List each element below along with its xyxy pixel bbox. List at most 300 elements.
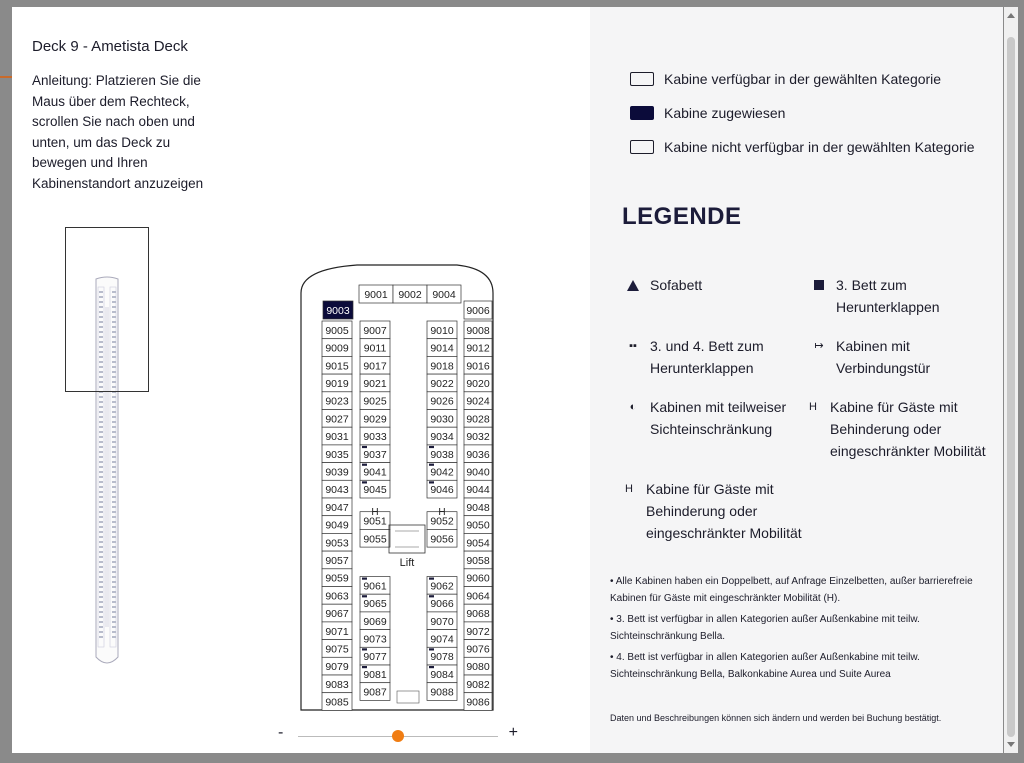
legend-item-label: Sofabett — [650, 277, 703, 293]
minimap-cabin-mark — [112, 601, 116, 603]
cabin-9058[interactable] — [464, 551, 492, 569]
minimap-cabin-mark — [112, 596, 116, 598]
cabin-9043[interactable] — [322, 480, 352, 498]
cabin-9028[interactable] — [464, 410, 492, 428]
cabin-number: 9088 — [430, 686, 454, 699]
cabin-9044[interactable] — [464, 480, 492, 498]
cabin-number: 9019 — [325, 377, 349, 390]
minimap-cabin-mark — [99, 466, 103, 468]
cabin-number: 9060 — [466, 572, 490, 585]
status-available — [630, 71, 941, 87]
cabin-9069[interactable] — [360, 612, 390, 630]
cabin-number: 9056 — [430, 533, 454, 546]
cabin-9023[interactable] — [322, 392, 352, 410]
minimap-cabin-mark — [99, 496, 103, 498]
minimap-cabin-mark — [112, 496, 116, 498]
bed-marker — [362, 481, 367, 483]
legend-item-label: 3. und 4. Bett zum Herunterklappen — [650, 338, 764, 376]
half-circle-icon: ◐ — [629, 401, 637, 413]
lift-label: Lift — [399, 557, 415, 569]
cabin-9072[interactable] — [464, 622, 492, 640]
minimap-cabin-mark — [112, 531, 116, 533]
cabin-9083[interactable] — [322, 675, 352, 693]
cabin-number: 9002 — [398, 289, 422, 301]
cabin-number: 9054 — [466, 537, 490, 550]
cabin-number: 9086 — [466, 696, 490, 709]
legend-item-obstructed-view — [624, 396, 804, 440]
cabin-9012[interactable] — [464, 339, 492, 357]
cabin-number: 9087 — [363, 686, 387, 699]
cabin-number: 9035 — [325, 448, 349, 461]
minimap-cabin-mark — [99, 551, 103, 553]
cabin-number: 9034 — [430, 431, 454, 444]
minimap-cabin-mark — [112, 616, 116, 618]
minimap-cabin-mark — [112, 501, 116, 503]
cabin-9067[interactable] — [322, 604, 352, 622]
zoom-slider[interactable] — [278, 726, 518, 746]
cabin-9022[interactable] — [427, 374, 457, 392]
cabin-number: 9001 — [364, 289, 388, 301]
cabin-9059[interactable] — [322, 569, 352, 587]
cabin-9011[interactable] — [360, 339, 390, 357]
bed-marker — [362, 446, 367, 448]
minimap-cabin-mark — [99, 561, 103, 563]
cabin-number: 9040 — [466, 466, 490, 479]
minimap-cabin-mark — [112, 441, 116, 443]
cabin-9053[interactable] — [322, 533, 352, 551]
minimap-cabin-mark — [112, 586, 116, 588]
legend-item-sofabed — [624, 274, 794, 296]
legend-panel — [590, 7, 1003, 753]
minimap-cabin-mark — [99, 461, 103, 463]
cabin-number: 9037 — [363, 448, 387, 461]
minimap-cabin-mark — [99, 546, 103, 548]
cabin-number: 9017 — [363, 360, 387, 373]
cabin-number: 9065 — [363, 598, 387, 611]
minimap-cabin-mark — [99, 511, 103, 513]
cabin-number: 9063 — [325, 590, 349, 603]
cabin-9026[interactable] — [427, 392, 457, 410]
cabin-number: 9068 — [466, 608, 490, 621]
minimap-cabin-mark — [112, 451, 116, 453]
cabin-9076[interactable] — [464, 640, 492, 658]
cabin-number: 9008 — [466, 324, 490, 337]
minimap-cabin-mark — [99, 581, 103, 583]
minimap-cabin-mark — [112, 476, 116, 478]
zoom-out-button[interactable]: - — [278, 724, 284, 741]
minimap-cabin-mark — [99, 501, 103, 503]
cabin-number: 9070 — [430, 615, 454, 628]
minimap-cabin-mark — [112, 486, 116, 488]
minimap-cabin-mark — [112, 471, 116, 473]
minimap-cabin-mark — [99, 506, 103, 508]
cabin-number: 9009 — [325, 342, 349, 355]
minimap-cabin-mark — [99, 426, 103, 428]
cabin-9070[interactable] — [427, 612, 457, 630]
legend-item-accessible — [804, 396, 994, 462]
minimap-cabin-mark — [112, 401, 116, 403]
cabin-number: 9051 — [363, 515, 387, 528]
minimap-cabin-mark — [99, 421, 103, 423]
cabin-9060[interactable] — [464, 569, 492, 587]
cabin-9068[interactable] — [464, 604, 492, 622]
cabin-9040[interactable] — [464, 463, 492, 481]
cabin-9007[interactable] — [360, 321, 390, 339]
cabin-9036[interactable] — [464, 445, 492, 463]
cabin-9075[interactable] — [322, 640, 352, 658]
cabin-9001[interactable] — [359, 285, 393, 303]
cabin-number: 9047 — [325, 501, 349, 514]
cabin-9017[interactable] — [360, 356, 390, 374]
unavailable-swatch — [630, 140, 654, 154]
cabin-9054[interactable] — [464, 533, 492, 551]
cabin-number: 9072 — [466, 625, 490, 638]
cabin-number: 9066 — [430, 598, 454, 611]
cabin-number: 9062 — [430, 580, 454, 593]
cabin-9085[interactable] — [322, 693, 352, 711]
deck-title: Deck 9 - Ametista Deck — [32, 38, 188, 55]
minimap-cabin-mark — [99, 401, 103, 403]
cabin-number: 9006 — [466, 305, 490, 317]
cabin-number: 9024 — [466, 395, 490, 408]
disclaimer-text: Daten und Beschreibungen können sich ändern und werden bei Buchung bestätigt. — [610, 713, 942, 723]
zoom-in-button[interactable]: + — [508, 724, 518, 741]
cabin-number: 9053 — [325, 537, 349, 550]
minimap-cabin-mark — [112, 556, 116, 558]
cabin-9010[interactable] — [427, 321, 457, 339]
cabin-9018[interactable] — [427, 356, 457, 374]
connecting-door-icon: ↦ — [814, 340, 824, 352]
minimap-cabin-mark — [112, 431, 116, 433]
minimap-cabin-mark — [112, 546, 116, 548]
bed-marker — [429, 446, 434, 448]
cabin-9005[interactable] — [322, 321, 352, 339]
minimap-cabin-mark — [99, 491, 103, 493]
bed-marker — [362, 464, 367, 466]
cabin-9029[interactable] — [360, 410, 390, 428]
cabin-number: 9003 — [326, 305, 350, 317]
cabin-number: 9052 — [430, 515, 454, 528]
cabin-number: 9049 — [325, 519, 349, 532]
cabin-9055[interactable] — [360, 529, 390, 547]
cabin-9009[interactable] — [322, 339, 352, 357]
minimap-cabin-mark — [112, 571, 116, 573]
minimap-cabin-mark — [112, 606, 116, 608]
cabin-9049[interactable] — [322, 516, 352, 534]
cabin-9019[interactable] — [322, 374, 352, 392]
accessible-h-icon: H — [438, 507, 446, 518]
legend-title: LEGENDE — [622, 203, 742, 230]
cabin-number: 9018 — [430, 360, 454, 373]
bed-marker — [362, 578, 367, 580]
cabin-number: 9078 — [430, 651, 454, 664]
cabin-number: 9033 — [363, 431, 387, 444]
minimap-cabin-mark — [112, 466, 116, 468]
cabin-number: 9081 — [363, 668, 387, 681]
deck-plan-modal — [12, 7, 1003, 753]
cabin-number: 9041 — [363, 466, 387, 479]
minimap-cabin-mark — [112, 426, 116, 428]
bed-marker — [429, 464, 434, 466]
cabin-number: 9077 — [363, 651, 387, 664]
minimap-cabin-mark — [112, 626, 116, 628]
cabin-9003[interactable] — [323, 301, 353, 319]
cabin-number: 9036 — [466, 448, 490, 461]
minimap-cabin-mark — [99, 456, 103, 458]
cabin-number: 9045 — [363, 484, 387, 497]
minimap-cabin-mark — [99, 396, 103, 398]
note-item: • 4. Bett ist verfügbar in allen Kategorien außer Außenkabine mit teilw. Sichteinschränkung Bella, Balkonkabine Aurea und Suite Aurea — [610, 652, 920, 680]
minimap-cabin-mark — [112, 576, 116, 578]
minimap-cabin-mark — [99, 576, 103, 578]
cabin-number: 9080 — [466, 661, 490, 674]
bed-marker — [429, 481, 434, 483]
status-assigned — [630, 105, 785, 121]
bed-marker — [429, 666, 434, 668]
backdrop-accent — [0, 76, 12, 78]
instructions-text: Anleitung: Platzieren Sie die Maus über dem Rechteck, scrollen Sie nach oben und unten, um das Deck zu bewegen und Ihren Kabinenstandort anzuzeigen — [32, 73, 204, 191]
cabin-number: 9005 — [325, 324, 349, 337]
cabin-9071[interactable] — [322, 622, 352, 640]
minimap-cabin-mark — [99, 566, 103, 568]
scrollbar-thumb[interactable] — [1007, 37, 1015, 737]
cabin-number: 9022 — [430, 377, 454, 390]
zoom-thumb[interactable] — [392, 730, 404, 742]
cabin-9048[interactable] — [464, 498, 492, 516]
cabin-9015[interactable] — [322, 356, 352, 374]
cabin-9032[interactable] — [464, 427, 492, 445]
minimap-cabin-mark — [99, 531, 103, 533]
scroll-down-arrow-icon[interactable] — [1007, 742, 1015, 747]
cabin-9056[interactable] — [427, 529, 457, 547]
minimap-cabin-mark — [99, 526, 103, 528]
modal-scrollbar[interactable] — [1004, 7, 1018, 753]
bed-marker — [362, 595, 367, 597]
notes — [610, 573, 980, 687]
minimap-cabin-mark — [99, 536, 103, 538]
minimap-cabin-mark — [99, 616, 103, 618]
cabin-number: 9050 — [466, 519, 490, 532]
deck-plan-detail — [297, 263, 497, 713]
minimap-cabin-mark — [99, 451, 103, 453]
status-assigned-label: Kabine zugewiesen — [664, 105, 786, 121]
legend-item-label: Kabinen mit teilweiser Sichteinschränkung — [650, 399, 787, 437]
cabin-number: 9055 — [363, 533, 387, 546]
deck-plan-panel — [12, 7, 590, 753]
bed-marker — [362, 648, 367, 650]
cabin-9034[interactable] — [427, 427, 457, 445]
cabin-9027[interactable] — [322, 410, 352, 428]
cabin-number: 9031 — [325, 431, 349, 444]
cabin-9088[interactable] — [427, 683, 457, 701]
minimap-cabin-mark — [99, 636, 103, 638]
status-available-label: Kabine verfügbar in der gewählten Kategorie — [664, 71, 942, 87]
cabin-number: 9026 — [430, 395, 454, 408]
cabin-number: 9079 — [325, 661, 349, 674]
minimap-viewport-rect[interactable] — [65, 227, 149, 392]
cabin-number: 9028 — [466, 413, 490, 426]
minimap-cabin-mark — [99, 431, 103, 433]
minimap-cabin-mark — [112, 551, 116, 553]
minimap-cabin-mark — [99, 591, 103, 593]
minimap-cabin-mark — [112, 481, 116, 483]
cabin-number: 9023 — [325, 395, 349, 408]
cabin-number: 9059 — [325, 572, 349, 585]
cabin-number: 9061 — [363, 580, 387, 593]
cabin-number: 9014 — [430, 342, 454, 355]
cabin-9082[interactable] — [464, 675, 492, 693]
cabin-number: 9012 — [466, 342, 490, 355]
minimap-cabin-mark — [112, 631, 116, 633]
minimap-cabin-mark — [112, 421, 116, 423]
minimap-cabin-mark — [112, 411, 116, 413]
cabin-number: 9082 — [466, 678, 490, 691]
cabin-9016[interactable] — [464, 356, 492, 374]
cabin-number: 9075 — [325, 643, 349, 656]
third-bed-square-icon — [810, 274, 828, 296]
status-unavailable-label: Kabine nicht verfügbar in der gewählten Kategorie — [664, 139, 975, 155]
cabin-number: 9083 — [325, 678, 349, 691]
cabin-number: 9046 — [430, 484, 454, 497]
cabin-9050[interactable] — [464, 516, 492, 534]
minimap-cabin-mark — [99, 476, 103, 478]
cabin-number: 9084 — [430, 668, 454, 681]
cabin-number: 9010 — [430, 324, 454, 337]
minimap-cabin-mark — [99, 471, 103, 473]
note-item: • Alle Kabinen haben ein Doppelbett, auf Anfrage Einzelbetten, außer barrierefreie Kabinen für Gäste mit eingeschränkter Mobilität (H). — [610, 576, 973, 604]
cabin-9057[interactable] — [322, 551, 352, 569]
cabin-9025[interactable] — [360, 392, 390, 410]
cabin-9039[interactable] — [322, 463, 352, 481]
minimap-cabin-mark — [99, 621, 103, 623]
cabin-9033[interactable] — [360, 427, 390, 445]
cabin-number: 9048 — [466, 501, 490, 514]
cabin-9024[interactable] — [464, 392, 492, 410]
cabin-9063[interactable] — [322, 587, 352, 605]
cabin-number: 9027 — [325, 413, 349, 426]
cabin-number: 9007 — [363, 324, 387, 337]
minimap-cabin-mark — [99, 606, 103, 608]
cabin-9004[interactable] — [427, 285, 461, 303]
cabin-9074[interactable] — [427, 630, 457, 648]
cabin-number: 9043 — [325, 484, 349, 497]
minimap-cabin-mark — [99, 406, 103, 408]
cabin-number: 9074 — [430, 633, 454, 646]
minimap-cabin-mark — [112, 436, 116, 438]
accessible-h-icon: H — [625, 483, 633, 495]
cabin-number: 9016 — [466, 360, 490, 373]
minimap-cabin-mark — [112, 636, 116, 638]
legend-item-label: 3. Bett zum Herunterklappen — [836, 277, 940, 315]
minimap-cabin-mark — [112, 526, 116, 528]
cabin-9079[interactable] — [322, 657, 352, 675]
cabin-number: 9032 — [466, 431, 490, 444]
bed-marker — [362, 666, 367, 668]
sofabed-triangle-icon — [624, 274, 642, 296]
legend-item-third-bed — [810, 274, 980, 318]
cabin-9035[interactable] — [322, 445, 352, 463]
cabin-number: 9021 — [363, 377, 387, 390]
cabin-9080[interactable] — [464, 657, 492, 675]
cabin-number: 9011 — [363, 342, 387, 355]
cabin-number: 9064 — [466, 590, 490, 603]
cabin-number: 9085 — [325, 696, 349, 709]
cabin-number: 9057 — [325, 554, 349, 567]
minimap-cabin-mark — [99, 631, 103, 633]
cabin-9064[interactable] — [464, 587, 492, 605]
minimap-cabin-mark — [99, 446, 103, 448]
legend-item-connecting-door — [810, 335, 980, 379]
legend-item-label: Kabine für Gäste mit Behinderung oder eingeschränkter Mobilität — [646, 481, 802, 541]
accessible-h-icon: H — [809, 401, 817, 413]
scroll-up-arrow-icon[interactable] — [1007, 13, 1015, 18]
cabin-9047[interactable] — [322, 498, 352, 516]
cabin-9030[interactable] — [427, 410, 457, 428]
note-item: • 3. Bett ist verfügbar in allen Kategorien außer Außenkabine mit teilw. Sichteinschränkung Bella. — [610, 614, 920, 642]
cabin-9087[interactable] — [360, 683, 390, 701]
minimap-cabin-mark — [112, 621, 116, 623]
minimap-cabin-mark — [99, 481, 103, 483]
minimap-cabin-mark — [99, 571, 103, 573]
minimap-cabin-mark — [99, 541, 103, 543]
minimap-cabin-mark — [112, 446, 116, 448]
cabin-9073[interactable] — [360, 630, 390, 648]
minimap-cabin-mark — [112, 541, 116, 543]
cabin-number: 9076 — [466, 643, 490, 656]
minimap-cabin-mark — [99, 416, 103, 418]
cabin-9008[interactable] — [464, 321, 492, 339]
minimap-cabin-mark — [112, 406, 116, 408]
minimap-cabin-mark — [99, 486, 103, 488]
legend-item-accessible-2 — [620, 478, 810, 544]
legend-item-label: Kabinen mit Verbindungstür — [836, 338, 931, 376]
assigned-swatch — [630, 106, 654, 120]
cabin-9086[interactable] — [464, 693, 492, 711]
minimap-cabin-mark — [112, 461, 116, 463]
status-unavailable — [630, 139, 975, 155]
cabin-9020[interactable] — [464, 374, 492, 392]
cabin-number: 9025 — [363, 395, 387, 408]
minimap-cabin-mark — [99, 596, 103, 598]
minimap-cabin-mark — [99, 611, 103, 613]
minimap-cabin-mark — [99, 521, 103, 523]
cabin-number: 9058 — [466, 554, 490, 567]
minimap-cabin-mark — [112, 416, 116, 418]
minimap-cabin-mark — [112, 611, 116, 613]
bed-marker — [429, 578, 434, 580]
cabin-number: 9071 — [325, 625, 349, 638]
accessible-h-icon: H — [371, 507, 379, 518]
minimap-cabin-mark — [112, 516, 116, 518]
legend-item-label: Kabine für Gäste mit Behinderung oder eingeschränkter Mobilität — [830, 399, 986, 459]
minimap-cabin-mark — [112, 536, 116, 538]
cabin-number: 9038 — [430, 448, 454, 461]
cabin-9031[interactable] — [322, 427, 352, 445]
minimap-cabin-mark — [99, 556, 103, 558]
minimap-cabin-mark — [99, 586, 103, 588]
legend-item-third-fourth-bed — [624, 335, 794, 379]
minimap-cabin-mark — [99, 436, 103, 438]
cabin-9021[interactable] — [360, 374, 390, 392]
cabin-9006[interactable] — [464, 301, 492, 319]
bed-marker — [429, 648, 434, 650]
available-swatch — [630, 72, 654, 86]
cabin-9002[interactable] — [393, 285, 427, 303]
cabin-number: 9004 — [432, 289, 456, 301]
cabin-number: 9067 — [325, 608, 349, 621]
minimap-cabin-mark — [112, 506, 116, 508]
cabin-9014[interactable] — [427, 339, 457, 357]
